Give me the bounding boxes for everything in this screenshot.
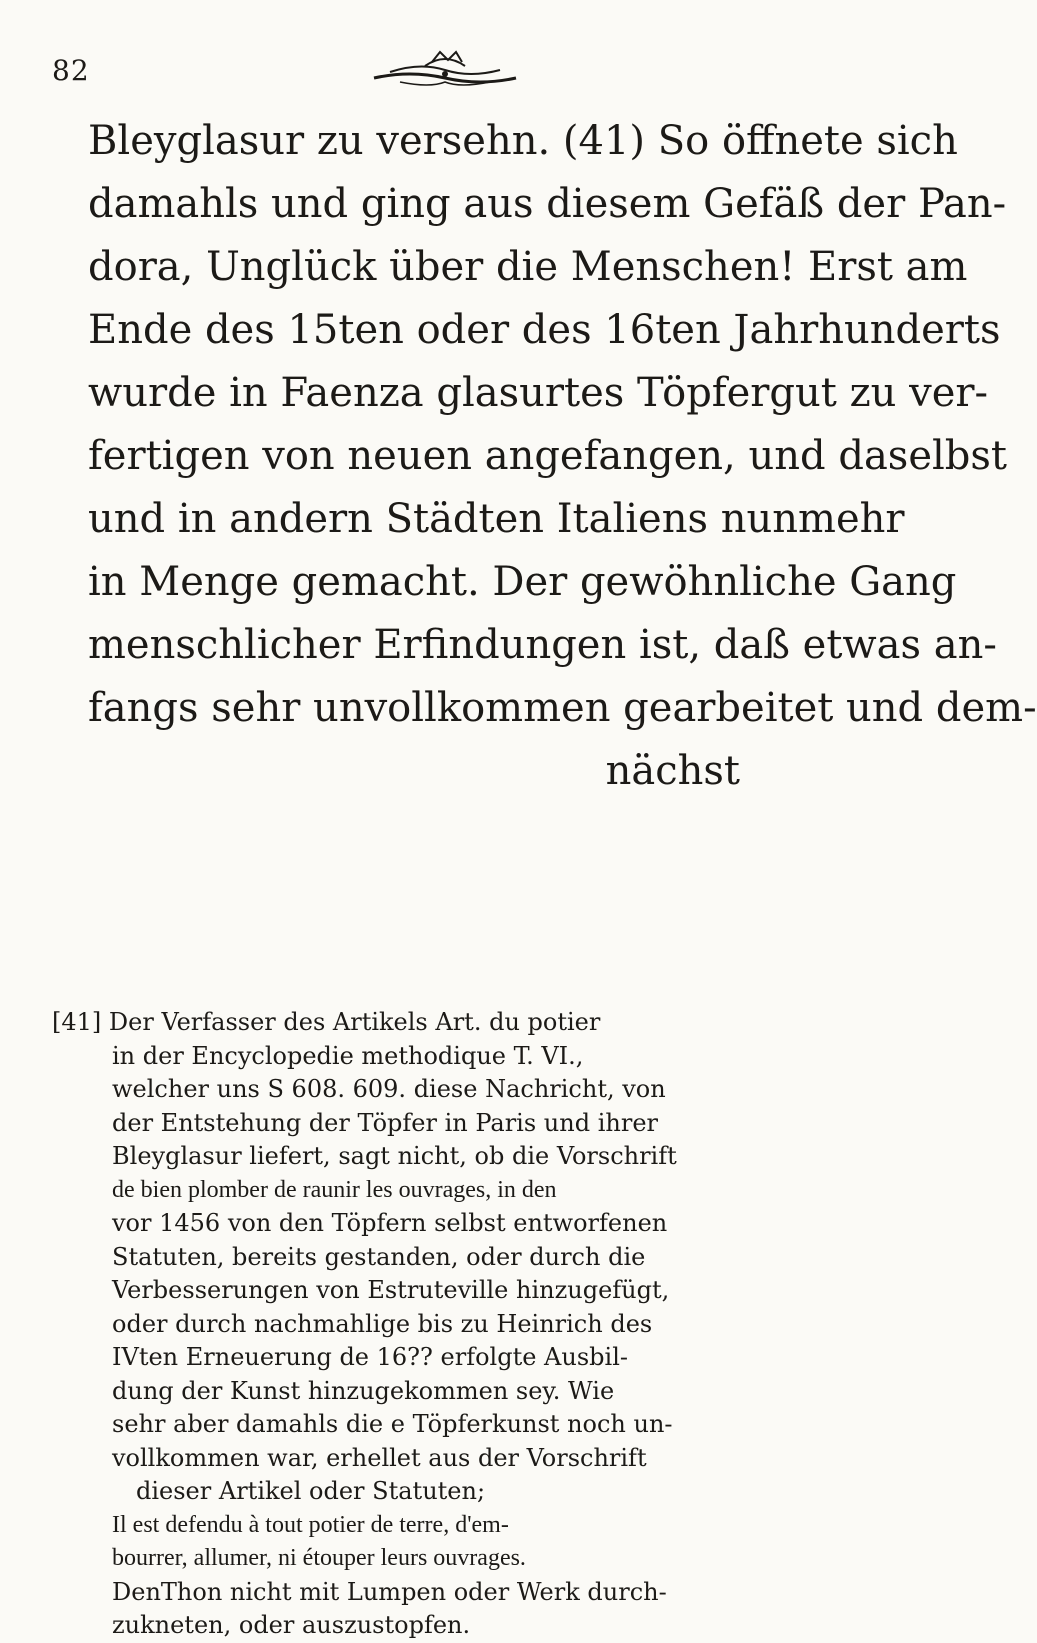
footnote-line: Il est defendu à tout potier de terre, d'em-	[112, 1511, 509, 1538]
catchword: nächst	[605, 748, 740, 794]
footnote-line: zukneten, oder auszustopfen.	[112, 1611, 471, 1639]
main-text	[88, 110, 1037, 803]
footnote-line: bourrer, allumer, ni étouper leurs ouvrages.	[112, 1545, 526, 1571]
footnote-line: oder durch nachmahlige bis zu Heinrich des	[112, 1309, 653, 1338]
footnote-line: DenThon nicht mit Lumpen oder Werk durch-	[112, 1577, 667, 1606]
footnote-line: dieser Artikel oder Statuten;	[136, 1477, 486, 1505]
footnote-line: in der Encyclopedie methodique T. VI.,	[112, 1041, 584, 1070]
footnote-line: vor 1456 von den Töpfern selbst entworfenen	[112, 1209, 668, 1237]
page-number: 82	[52, 54, 90, 87]
footnote-line: der Entstehung der Töpfer in Paris und ihrer	[112, 1108, 658, 1137]
text-line: damahls und ging aus diesem Gefäß der Pan-	[88, 181, 1007, 227]
footnote-line: de bien plomber de raunir les ouvrages, in den	[112, 1176, 557, 1203]
printers-ornament-icon	[370, 48, 520, 90]
footnote-line: welcher uns S 608. 609. diese Nachricht, von	[112, 1075, 666, 1103]
footnote-line: sehr aber damahls die e Töpferkunst noch un-	[112, 1410, 673, 1438]
text-line: fangs sehr unvollkommen gearbeitet und dem-	[88, 685, 1037, 731]
text-line: in Menge gemacht. Der gewöhnliche Gang	[88, 559, 957, 605]
text-line: fertigen von neuen angefangen, und daselbst	[88, 433, 1007, 479]
text-line: und in andern Städten Italiens nunmehr	[88, 496, 905, 542]
text-line: wurde in Faenza glasurtes Töpfergut zu ver-	[88, 370, 989, 416]
text-line: menschlicher Erfindungen ist, daß etwas an-	[88, 622, 997, 668]
footnote-line: IVten Erneuerung de 16?? erfolgte Ausbil-	[112, 1343, 628, 1371]
text-line: Bleyglasur zu versehn. (41) So öffnete sich	[88, 118, 958, 164]
text-line: dora, Unglück über die Menschen! Erst am	[88, 244, 968, 290]
footnote-line: dung der Kunst hinzugekommen sey. Wie	[112, 1376, 615, 1405]
footnote-line: Statuten, bereits gestanden, oder durch die	[112, 1242, 646, 1271]
text-line: Ende des 15ten oder des 16ten Jahrhunderts	[88, 307, 1001, 353]
footnote	[52, 1006, 772, 1643]
footnote-line: Bleyglasur liefert, sagt nicht, ob die Vorschrift	[112, 1142, 677, 1170]
footnote-line: vollkommen war, erhellet aus der Vorschrift	[112, 1443, 647, 1472]
footnote-line: [41] Der Verfasser des Artikels Art. du potier	[52, 1008, 601, 1036]
footnote-line: Verbesserungen von Estruteville hinzugefügt,	[112, 1276, 670, 1304]
